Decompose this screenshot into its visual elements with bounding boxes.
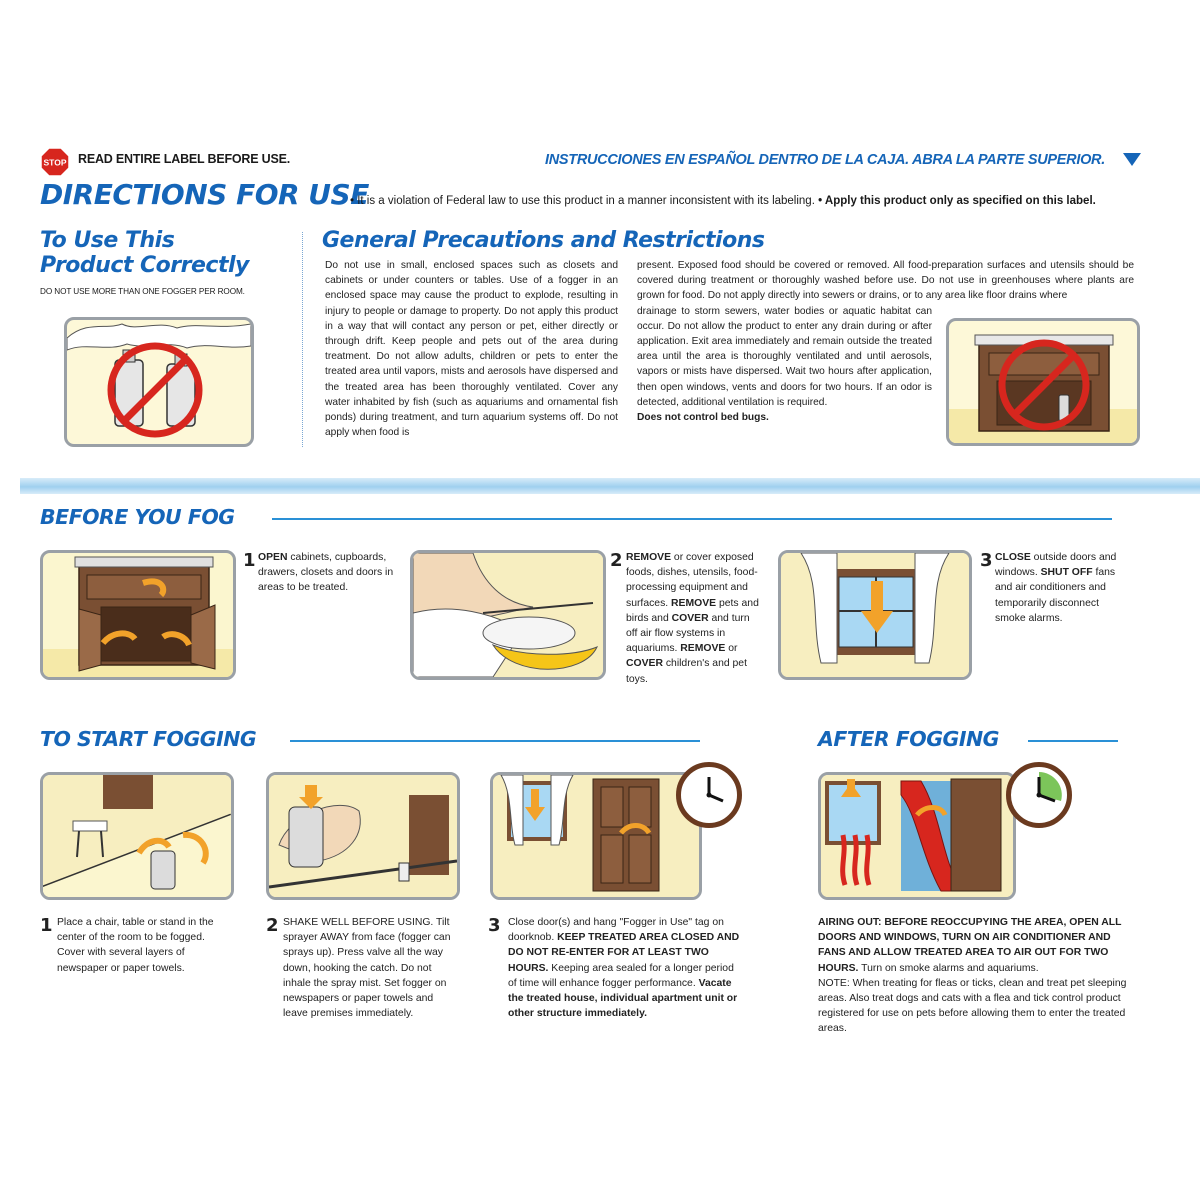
two-foggers-prohibited-illustration	[64, 317, 254, 447]
use-correctly-title-line2: Product Correctly	[40, 253, 249, 278]
start-step-3-text	[508, 915, 744, 1021]
before-step-1-bold: OPEN	[258, 552, 288, 563]
federal-law-note: • It is a violation of Federal law to use this product in a manner inconsistent with its labeling.	[350, 195, 815, 207]
start-step-2-text: SHAKE WELL BEFORE USING. Tilt sprayer AWAY from face (fogger can sprays up). Press valve all the way down, hooking the catch. Do not inhale the spray mist. Set fogger on newspapers or paper towels and leave premises immediately.	[283, 917, 451, 1020]
directions-title: DIRECTIONS FOR USE	[40, 178, 369, 211]
before-step-2-bold-remove-pets: REMOVE	[671, 597, 717, 609]
start-fogging-rule	[290, 740, 700, 742]
close-doors-illustration	[490, 772, 702, 900]
precautions-column-1: Do not use in small, enclosed spaces such as closets and cabinets or under counters or tables. Use of a fogger in an enclosed space may cause the product to explode, resulting in injury to people or damage to property. Do not apply this product in a way that will contact any person or pet, either directly or through drift. Keep people and pets out of the area during treatment. Do not allow adults, children or pets to enter the treated area until vapors, mists and aerosols have dispersed and the treated area has been thoroughly ventilated. Cover any water inhabited by fish (such as aquariums and ornamental fish ponds) during treatment, and turn aquarium systems off. Do not apply when food is	[325, 260, 618, 439]
use-correctly-title	[40, 228, 249, 278]
before-step-2-bold-cover-toys: COVER	[626, 658, 663, 670]
close-windows-illustration	[778, 550, 972, 680]
before-step-2-body-5: children's and pet toys.	[626, 658, 747, 685]
use-correctly-title-line1: To Use This	[40, 228, 175, 253]
before-step-2-body-2: pets and birds and	[626, 597, 759, 624]
before-step-2-text	[626, 550, 762, 687]
before-you-fog-rule	[272, 518, 1112, 520]
before-step-2-body-1: or cover exposed foods, dishes, utensils, food-processing equipment and surfaces.	[626, 552, 758, 609]
section-divider	[302, 232, 303, 447]
after-fogging-title: AFTER FOGGING	[818, 727, 999, 751]
before-step-3-bold-close: CLOSE	[995, 552, 1031, 563]
start-step-number-1: 1	[40, 915, 53, 936]
start-step-3-body-1: Close door(s) and hang "Fogger in Use" tag on doorknob.	[508, 917, 724, 944]
before-step-2-bold-remove-toys: REMOVE	[680, 643, 726, 655]
place-stand-illustration	[40, 772, 234, 900]
apply-as-specified-note: • Apply this product only as specified on this label.	[818, 195, 1096, 207]
airing-out-illustration	[818, 772, 1016, 900]
after-fogging-rule	[1028, 740, 1118, 742]
precautions-title: General Precautions and Restrictions	[322, 228, 765, 253]
before-step-2-bold-remove: REMOVE	[626, 552, 672, 563]
before-step-1-body: cabinets, cupboards, drawers, closets and doors in areas to be treated.	[258, 552, 394, 594]
before-step-number-1: 1	[243, 550, 256, 571]
open-cabinets-illustration	[40, 550, 236, 680]
start-step-1-text: Place a chair, table or stand in the center of the room to be fogged. Cover with several layers of newspaper or paper towels.	[57, 917, 214, 974]
one-fogger-warning: DO NOT USE MORE THAN ONE FOGGER PER ROOM.	[40, 287, 245, 296]
before-step-3-body-2: fans and air conditioners and temporarily disconnect smoke alarms.	[995, 567, 1116, 624]
before-step-2-bold-cover: COVER	[671, 612, 709, 624]
bed-bugs-notice: Does not control bed bugs.	[637, 412, 769, 424]
spanish-instructions: INSTRUCCIONES EN ESPAÑOL DENTRO DE LA CAJA. ABRA LA PARTE SUPERIOR.	[545, 152, 1105, 168]
start-step-number-3: 3	[488, 915, 501, 936]
smoke-alarms-note: Turn on smoke alarms and aquariums.	[858, 962, 1039, 974]
stop-sign-icon	[40, 147, 70, 177]
before-step-number-3: 3	[980, 550, 993, 571]
before-step-2-body-3: and turn off air flow systems in aquariums.	[626, 612, 750, 655]
start-step-3-bold-vacate: Vacate the treated house, individual apartment unit or other structure immediately.	[508, 977, 738, 1020]
start-fogging-title: TO START FOGGING	[40, 727, 257, 751]
precautions-column-2-narrow: drainage to storm sewers, water bodies or aquatic habitat can occur. Do not allow the product to enter any drain during or after application. Exit area immediately and remain outside the treated area until the area is thoroughly ventilated and until aerosols, vapors or mists have dispersed. Wait two hours after application, then open windows, vents and doors for two hours. If an odor is detected, additional ventilation is required.	[637, 305, 932, 408]
clock-after-two-hours-icon	[1006, 762, 1072, 828]
start-step-number-2: 2	[266, 915, 279, 936]
before-step-number-2: 2	[610, 550, 623, 571]
before-step-3-bold-shut-off: SHUT OFF	[1040, 567, 1093, 579]
start-step-3-body-2: Keeping area sealed for a longer period of time will enhance fogger performance.	[508, 962, 734, 989]
directions-note	[350, 195, 1096, 207]
section-separator-band	[20, 478, 1200, 494]
flea-tick-note: NOTE: When treating for fleas or ticks, clean and treat pet sleeping areas. Also treat dogs and cats with a flea and tick control product registered for use on pets before allowing them to enter the treated areas.	[818, 977, 1127, 1035]
down-arrow-icon	[1122, 151, 1142, 167]
before-step-3-text	[995, 550, 1119, 626]
shake-fogger-illustration	[266, 772, 460, 900]
clock-two-hours-icon	[676, 762, 742, 828]
airing-out-instructions: AIRING OUT: BEFORE REOCCUPYING THE AREA, OPEN ALL DOORS AND WINDOWS, TURN ON AIR CONDITIONER AND FANS AND ALLOW TREATED AREA TO AIR OUT FOR TWO HOURS.	[818, 917, 1122, 974]
read-label-warning: READ ENTIRE LABEL BEFORE USE.	[78, 152, 291, 166]
cabinet-fogging-prohibited-illustration	[946, 318, 1140, 446]
before-you-fog-title: BEFORE YOU FOG	[40, 505, 235, 529]
start-step-3-bold-closed: KEEP TREATED AREA CLOSED AND DO NOT RE-ENTER FOR AT LEAST TWO HOURS.	[508, 932, 740, 974]
cover-food-illustration	[410, 550, 606, 680]
stop-sign-text: STOP	[43, 157, 67, 168]
before-step-3-body-1: outside doors and windows.	[995, 552, 1117, 579]
before-step-2-body-4: or	[725, 643, 738, 655]
before-step-1-text	[258, 550, 400, 596]
precautions-column-2-wide: present. Exposed food should be covered or removed. All food-preparation surfaces and utensils should be covered during treatment or thoroughly washed before use. Do not use in greenhouses where plants are grown for food. Do not apply directly into sewers or drains, or to any area like floor drains where	[637, 260, 1134, 302]
after-fogging-text	[818, 915, 1128, 1037]
